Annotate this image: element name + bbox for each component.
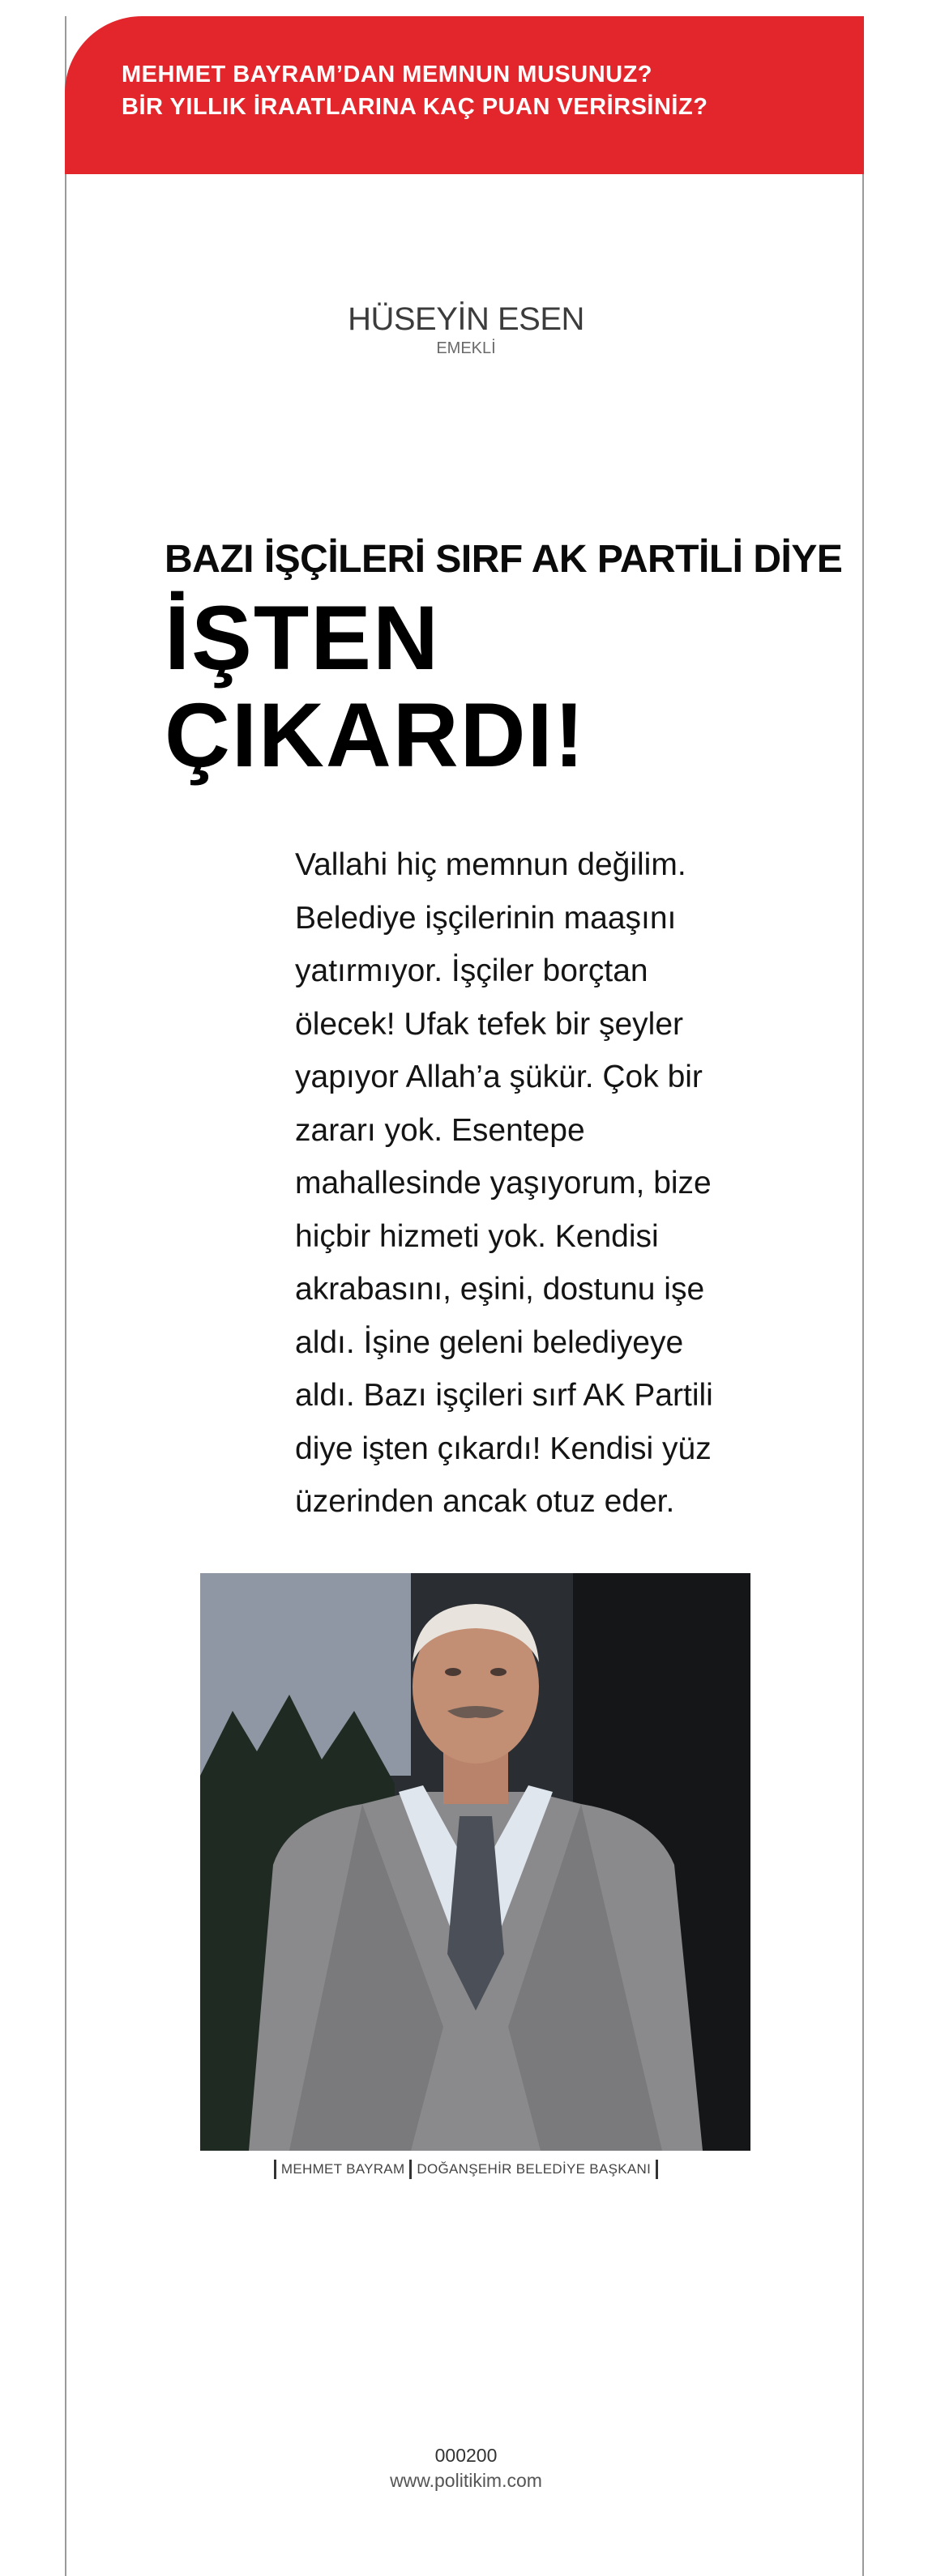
article-kicker: BAZI İŞÇİLERİ SIRF AK PARTİLİ DİYE [165, 538, 843, 581]
author-block [0, 301, 932, 358]
photo-caption [0, 2160, 932, 2179]
caption-name: MEHMET BAYRAM [280, 2161, 405, 2177]
article-body: Vallahi hiç memnun değilim. Belediye işçilerinin maaşını yatırmıyor. İşçiler borçtan ölecek! Ufak tefek bir şeyler yapıyor Allah’a şükür. Çok bir zararı yok. Esentepe mahallesinde yaşıyorum, bize hiçbir hizmeti yok. Kendisi akrabasını, eşini, dostunu işe aldı. İşine geleni belediyeye aldı. Bazı işçileri sırf AK Partili diye işten çıkardı! Kendisi yüz üzerinden ancak otuz eder. [295, 847, 713, 1519]
caption-title: DOĞANŞEHİR BELEDİYE BAŞKANI [417, 2161, 652, 2177]
question-banner [65, 16, 864, 174]
author-role: EMEKLİ [436, 339, 496, 357]
portrait-illustration [200, 1573, 750, 2151]
page-code: 000200 [434, 2445, 498, 2466]
page-footer [0, 2445, 932, 2492]
banner-question-line-2: BİR YILLIK İRAATLARINA KAÇ PUAN VERİRSİNİZ? [122, 94, 708, 120]
headline-line-1: İŞTEN [165, 587, 440, 689]
caption-divider [274, 2160, 276, 2179]
caption-divider [656, 2160, 658, 2179]
author-name: HÜSEYİN ESEN [348, 301, 584, 337]
caption-divider [409, 2160, 412, 2179]
banner-question-line-1: MEHMET BAYRAM’DAN MEMNUN MUSUNUZ? [122, 62, 653, 87]
article-headline [165, 587, 861, 786]
site-url[interactable]: www.politikim.com [390, 2470, 542, 2491]
headline-line-2: ÇIKARDI! [165, 685, 586, 786]
portrait-photo [200, 1573, 750, 2151]
